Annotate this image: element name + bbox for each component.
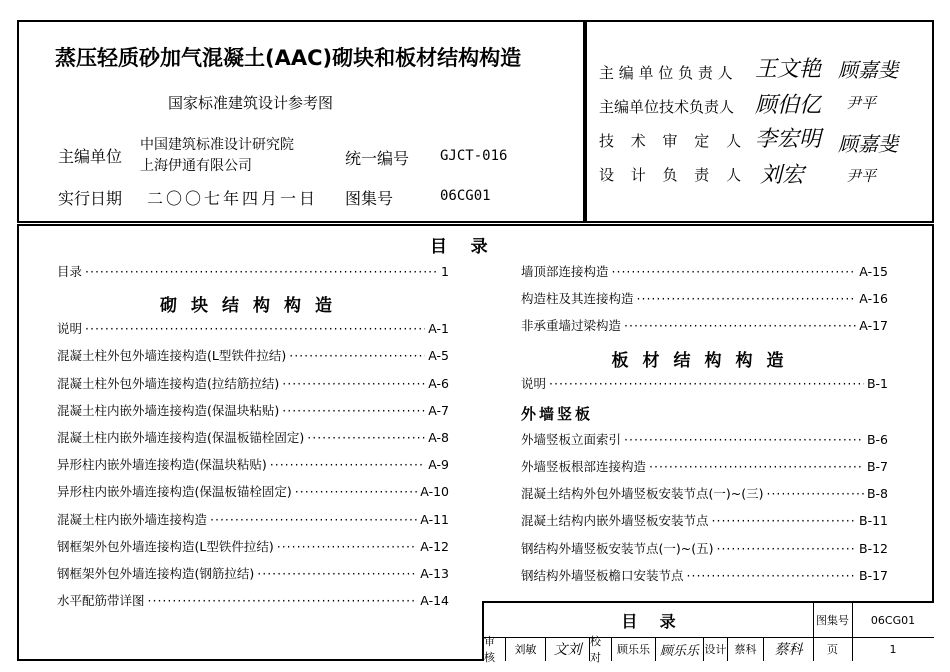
toc-entry-page: A-17 bbox=[859, 318, 888, 334]
toc-entry-page: A-9 bbox=[428, 457, 449, 473]
review-label: 审核 bbox=[484, 637, 506, 661]
toc-section-heading: 板材结构构造 bbox=[611, 350, 798, 371]
signature: 顾嘉斐 bbox=[838, 132, 898, 156]
role-design-lead: 设 计 负 责 人 bbox=[599, 166, 748, 184]
toc-entry-page: A-5 bbox=[428, 348, 449, 364]
toc-leader-dots bbox=[687, 568, 856, 583]
toc-leader-dots bbox=[277, 539, 418, 554]
toc-entry[interactable] bbox=[57, 374, 449, 392]
toc-entry[interactable] bbox=[57, 455, 449, 473]
toc-entry[interactable] bbox=[57, 510, 449, 528]
toc-entry[interactable] bbox=[521, 484, 888, 502]
toc-entry-page: A-13 bbox=[420, 566, 449, 581]
toc-entry-page: 1 bbox=[441, 264, 449, 279]
title-block bbox=[482, 601, 934, 664]
toc-entry-title: 目录 bbox=[57, 264, 83, 279]
toc-entry-page: A-10 bbox=[420, 484, 449, 500]
role-chief-org: 主 编 单 位 负 责 人 bbox=[599, 64, 733, 82]
toc-entry-title: 混凝土结构内嵌外墙竖板安装节点 bbox=[521, 513, 709, 529]
toc-leader-dots bbox=[289, 348, 425, 363]
toc-entry-title: 说明 bbox=[57, 321, 83, 337]
toc-entry-title: 混凝土柱内嵌外墙连接构造(保温板锚栓固定) bbox=[57, 430, 305, 445]
toc-entry[interactable] bbox=[57, 346, 449, 364]
toc-entry[interactable] bbox=[57, 537, 449, 555]
reviewer-signature: 文刘 bbox=[546, 637, 590, 661]
toc-entry-title: 外墙竖板立面索引 bbox=[521, 431, 622, 447]
toc-entry[interactable] bbox=[521, 539, 888, 557]
signature: 尹平 bbox=[846, 167, 877, 185]
title-block-atlas-no: 06CG01 bbox=[870, 613, 916, 627]
reviewer: 刘敏 bbox=[506, 637, 546, 661]
toc-entry-title: 钢框架外包外墙连接构造(钢筋拉结) bbox=[57, 566, 255, 581]
toc-entry-page: B-12 bbox=[859, 540, 888, 556]
toc-entry-page: B-1 bbox=[866, 375, 888, 391]
title-block-atlas-label: 图集号 bbox=[816, 614, 849, 627]
toc-leader-dots bbox=[282, 403, 425, 418]
toc-entry-page: A-11 bbox=[420, 511, 449, 527]
toc-entry-title: 水平配筋带详图 bbox=[57, 593, 145, 609]
designer: 蔡科 bbox=[728, 637, 764, 661]
toc-entry-page: B-6 bbox=[866, 431, 888, 447]
toc-entry[interactable] bbox=[521, 457, 888, 475]
org-label: 主编单位 bbox=[58, 147, 123, 166]
toc-leader-dots bbox=[295, 484, 418, 499]
toc-entry[interactable] bbox=[521, 430, 888, 448]
signature: 顾伯亿 bbox=[755, 93, 822, 118]
toc-entry-title: 混凝土柱内嵌外墙连接构造(保温块粘贴) bbox=[57, 402, 280, 418]
toc-entry-page: B-8 bbox=[866, 486, 888, 502]
toc-entry-title: 说明 bbox=[521, 375, 547, 391]
role-tech-review: 技 术 审 定 人 bbox=[599, 132, 748, 150]
toc-entry-title: 混凝土柱外包外墙连接构造(拉结筋拉结) bbox=[57, 375, 280, 391]
toc-leader-dots bbox=[712, 513, 856, 528]
checker-signature: 顾乐乐 bbox=[656, 637, 704, 661]
toc-entry-title: 钢框架外包外墙连接构造(L型铁件拉结) bbox=[57, 538, 274, 554]
toc-entry-page: A-7 bbox=[428, 402, 449, 418]
toc-entry-title: 构造柱及其连接构造 bbox=[521, 291, 634, 307]
toc-entry-title: 混凝土结构外包外墙竖板安装节点(一)~(三) bbox=[521, 486, 764, 502]
signature: 李宏明 bbox=[755, 127, 822, 152]
toc-entry-page: A-1 bbox=[428, 321, 449, 337]
toc-entry-title: 异形柱内嵌外墙连接构造(保温块粘贴) bbox=[57, 457, 267, 473]
toc-entry-page: A-15 bbox=[859, 264, 888, 279]
toc-leader-dots bbox=[210, 512, 417, 527]
toc-heading: 目 录 bbox=[430, 237, 488, 257]
toc-leader-dots bbox=[649, 459, 864, 474]
toc-leader-dots bbox=[85, 264, 438, 279]
signature: 刘宏 bbox=[760, 163, 805, 188]
toc-entry[interactable] bbox=[521, 316, 888, 334]
toc-entry-page: B-11 bbox=[859, 513, 888, 529]
toc-entry[interactable] bbox=[521, 511, 888, 529]
toc-entry[interactable] bbox=[521, 374, 888, 392]
toc-entry-page: B-7 bbox=[866, 459, 888, 474]
toc-entry-title: 异形柱内嵌外墙连接构造(保温板锚栓固定) bbox=[57, 484, 292, 500]
toc-leader-dots bbox=[257, 566, 417, 581]
toc-entry[interactable] bbox=[521, 289, 888, 307]
toc-entry-page: A-14 bbox=[420, 593, 449, 609]
date-value: 二〇〇七年四月一日 bbox=[147, 189, 319, 208]
toc-leader-dots bbox=[766, 486, 863, 501]
toc-entry-title: 钢结构外墙竖板安装节点(一)~(五) bbox=[521, 540, 714, 556]
toc-entry-title: 混凝土柱外包外墙连接构造(L型铁件拉结) bbox=[57, 348, 287, 364]
checker: 顾乐乐 bbox=[612, 637, 656, 661]
toc-leader-dots bbox=[85, 321, 425, 336]
check-label: 校对 bbox=[590, 637, 612, 661]
toc-leader-dots bbox=[270, 457, 425, 472]
toc-entry[interactable] bbox=[57, 319, 449, 337]
unified-no-label: 统一编号 bbox=[345, 149, 410, 168]
title-block-name: 目 录 bbox=[621, 611, 676, 631]
signature: 顾嘉斐 bbox=[838, 58, 898, 82]
toc-entry[interactable] bbox=[57, 482, 449, 500]
org-name-1: 中国建筑标准设计研究院 bbox=[140, 137, 294, 153]
toc-entry-title: 钢结构外墙竖板檐口安装节点 bbox=[521, 567, 684, 583]
toc-leader-dots bbox=[637, 291, 857, 306]
designer-signature: 蔡科 bbox=[774, 642, 803, 658]
toc-leader-dots bbox=[549, 376, 864, 391]
date-label: 实行日期 bbox=[58, 189, 123, 208]
toc-entry[interactable] bbox=[57, 401, 449, 419]
toc-subsection-heading: 外墙竖板 bbox=[521, 404, 594, 423]
toc-entry-page: B-17 bbox=[859, 567, 888, 583]
role-chief-tech: 主编单位技术负责人 bbox=[599, 98, 735, 116]
toc-entry-title: 非承重墙过梁构造 bbox=[521, 318, 622, 334]
unified-no: GJCT-016 bbox=[440, 148, 508, 164]
design-label: 设计 bbox=[704, 637, 728, 661]
signature: 尹平 bbox=[846, 94, 877, 112]
toc-leader-dots bbox=[307, 430, 425, 445]
page-label: 页 bbox=[827, 643, 838, 656]
toc-leader-dots bbox=[716, 541, 856, 556]
toc-entry-page: A-16 bbox=[859, 291, 888, 307]
document-title: 蒸压轻质砂加气混凝土(AAC)砌块和板材结构构造 bbox=[55, 46, 522, 70]
toc-entry-page: A-6 bbox=[428, 375, 449, 391]
toc-entry[interactable] bbox=[57, 591, 449, 609]
atlas-no-label: 图集号 bbox=[345, 189, 394, 208]
toc-section-heading: 砌块结构构造 bbox=[160, 296, 346, 317]
toc-entry-title: 混凝土柱内嵌外墙连接构造 bbox=[57, 511, 208, 527]
toc-entry[interactable] bbox=[57, 564, 449, 582]
toc-leader-dots bbox=[624, 432, 864, 447]
signature: 王文艳 bbox=[755, 57, 822, 82]
atlas-no: 06CG01 bbox=[440, 188, 491, 204]
toc-leader-dots bbox=[624, 318, 856, 333]
toc-entry[interactable] bbox=[57, 428, 449, 446]
org-name-2: 上海伊通有限公司 bbox=[140, 158, 252, 174]
page-number: 1 bbox=[889, 642, 897, 656]
toc-entry-page: A-8 bbox=[428, 430, 449, 445]
toc-leader-dots bbox=[282, 376, 425, 391]
toc-leader-dots bbox=[612, 264, 857, 279]
document-subtitle: 国家标准建筑设计参考图 bbox=[168, 94, 334, 112]
toc-entry-page: A-12 bbox=[420, 538, 449, 554]
toc-entry-title: 外墙竖板根部连接构造 bbox=[521, 459, 647, 474]
toc-entry[interactable] bbox=[57, 262, 449, 280]
toc-leader-dots bbox=[148, 593, 418, 608]
toc-entry[interactable] bbox=[521, 262, 888, 280]
toc-entry[interactable] bbox=[521, 566, 888, 584]
toc-entry-title: 墙顶部连接构造 bbox=[521, 264, 609, 279]
